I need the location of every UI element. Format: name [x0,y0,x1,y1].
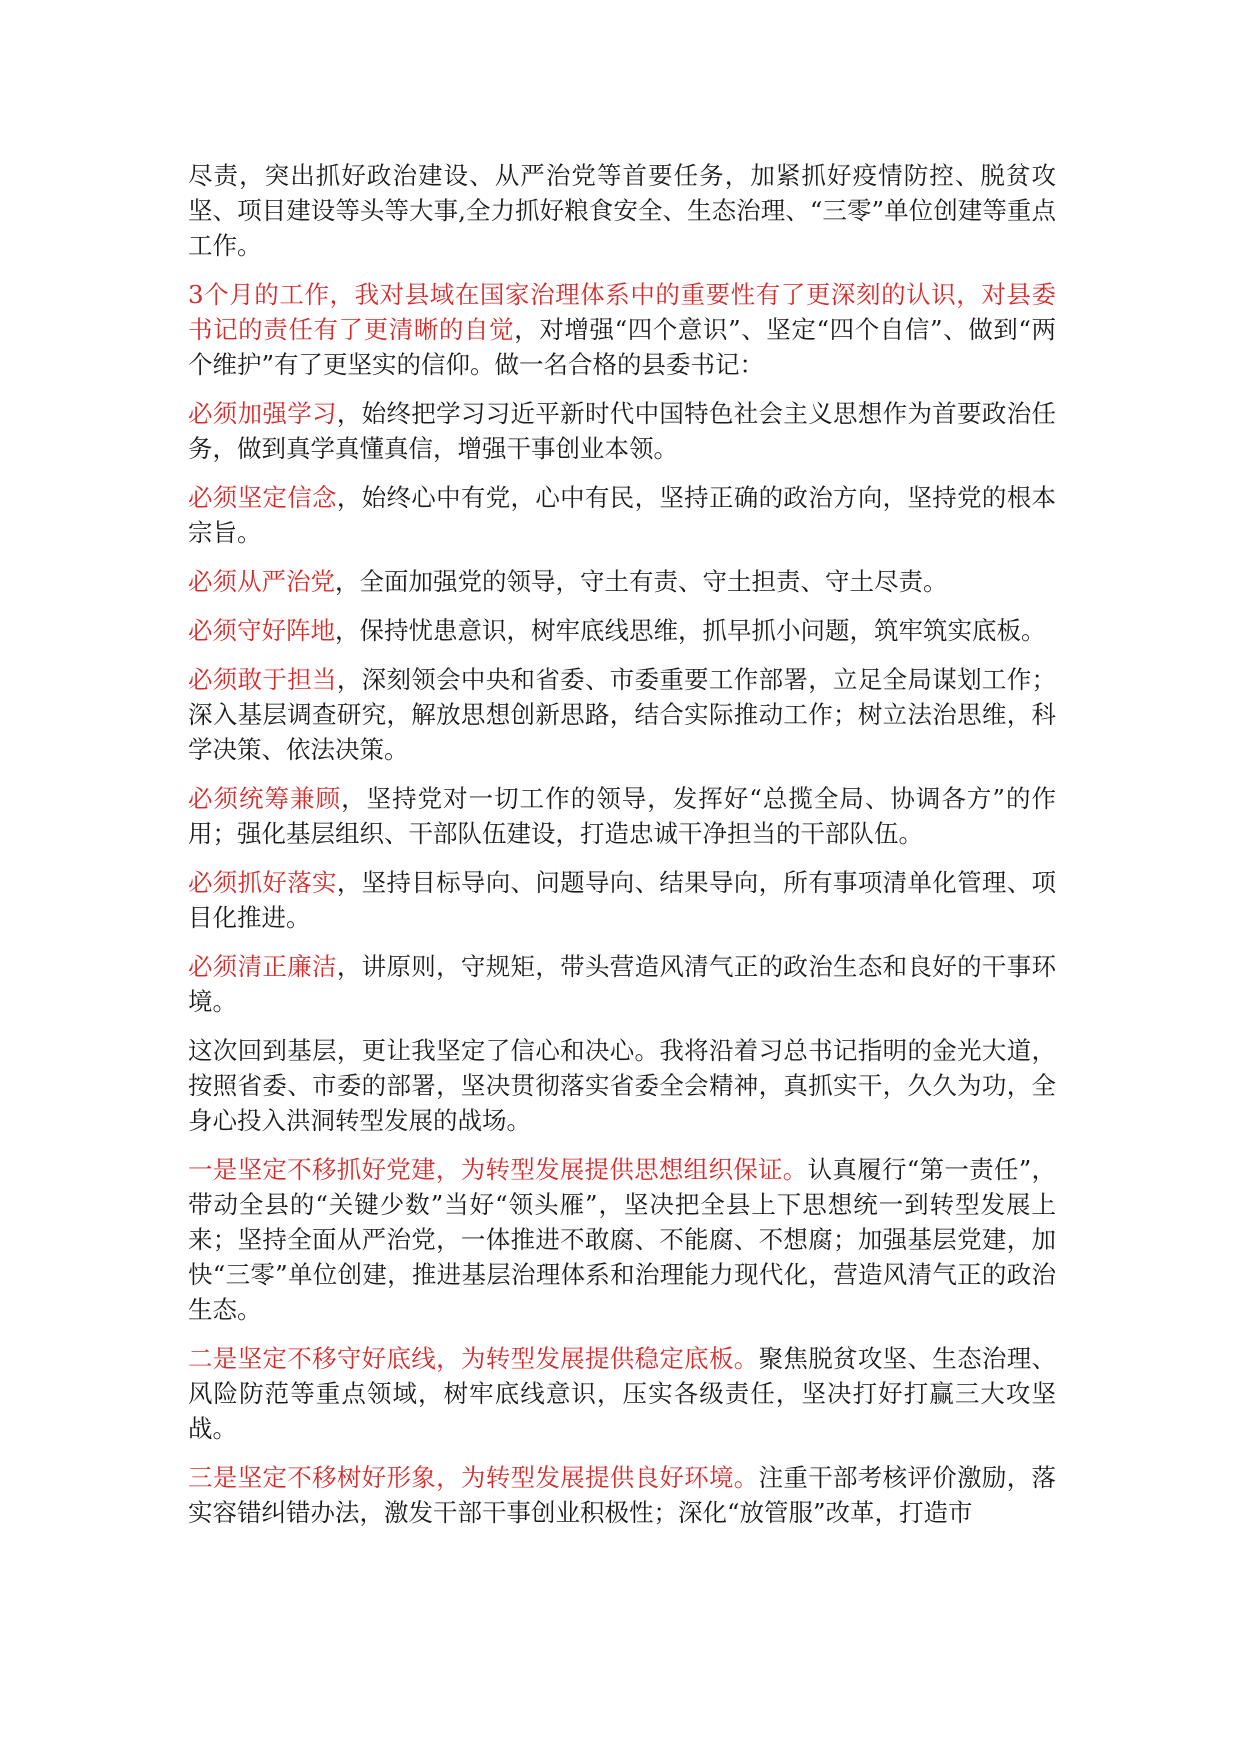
paragraph-lead: 必须抓好落实 [188,868,337,897]
paragraph-text: ，始终把学习习近平新时代中国特色社会主义思想作为首要政治任务，做到真学真懂真信，增强干事创业本领。 [188,399,1057,463]
paragraph-lead: 必须守好阵地 [188,616,335,645]
paragraph-lead: 必须加强学习 [188,399,337,428]
paragraph-7 [188,662,1056,767]
paragraph-text: ，深刻领会中央和省委、市委重要工作部署，立足全局谋划工作；深入基层调查研究，解放思想创新思路，结合实际推动工作；树立法治思维，科学决策、依法决策。 [188,665,1057,764]
paragraph-lead: 一是坚定不移抓好党建，为转型发展提供思想组织保证。 [188,1155,808,1184]
paragraph-4 [188,480,1056,550]
paragraph-1 [188,158,1056,263]
paragraph-text: 尽责，突出抓好政治建设、从严治党等首要任务，加紧抓好疫情防控、脱贫攻坚、项目建设等头等大事,全力抓好粮食安全、生态治理、“三零”单位创建等重点工作。 [188,161,1056,260]
paragraph-11 [188,1033,1056,1138]
paragraph-10 [188,949,1056,1019]
paragraph-text: 聚焦脱贫攻坚、生态治理、风险防范等重点领域，树牢底线意识，压实各级责任，坚决打好打赢三大攻坚战。 [188,1344,1057,1443]
paragraph-text: ，保持忧患意识，树牢底线思维，抓早抓小问题，筑牢筑实底板。 [335,616,1046,645]
paragraph-text: 这次回到基层，更让我坚定了信心和决心。我将沿着习总书记指明的金光大道，按照省委、市委的部署，坚决贯彻落实省委全会精神，真抓实干，久久为功，全身心投入洪洞转型发展的战场。 [188,1036,1056,1135]
paragraph-3 [188,396,1056,466]
paragraph-lead: 3个月的工作，我对县域在国家治理体系中的重要性有了更深刻的认识，对县委书记的责任有了更清晰的自觉 [188,280,1056,344]
paragraph-text: 注重干部考核评价激励，落实容错纠错办法，激发干部干事创业积极性；深化“放管服”改革，打造市 [188,1463,1057,1527]
paragraph-text: ，全面加强党的领导，守土有责、守土担责、守土尽责。 [335,567,948,596]
paragraph-9 [188,865,1056,935]
paragraph-text: ，对增强“四个意识”、坚定“四个自信”、做到“两个维护”有了更坚实的信仰。做一名合格的县委书记： [188,315,1056,379]
paragraph-text: ，讲原则，守规矩，带头营造风清气正的政治生态和良好的干事环境。 [188,952,1057,1016]
paragraph-lead: 必须从严治党 [188,567,335,596]
paragraph-14 [188,1460,1056,1530]
paragraph-lead: 二是坚定不移守好底线，为转型发展提供稳定底板。 [188,1344,759,1373]
paragraph-lead: 三是坚定不移树好形象，为转型发展提供良好环境。 [188,1463,759,1492]
paragraph-5 [188,564,1056,599]
paragraph-lead: 必须坚定信念 [188,483,337,512]
paragraph-text: 认真履行“第一责任”，带动全县的“关键少数”当好“领头雁”，坚决把全县上下思想统一到转型发展上来；坚持全面从严治党，一体推进不敢腐、不能腐、不想腐；加强基层党建，加快“三零”单位创建，推进基层治理体系和治理能力现代化，营造风清气正的政治生态。 [188,1155,1056,1324]
paragraph-6 [188,613,1056,648]
paragraph-text: ，坚持目标导向、问题导向、结果导向，所有事项清单化管理、项目化推进。 [188,868,1057,932]
paragraph-8 [188,781,1056,851]
paragraph-2 [188,277,1056,382]
paragraph-lead: 必须统筹兼顾 [188,784,342,813]
paragraph-lead: 必须敢于担当 [188,665,337,694]
paragraph-text: ，坚持党对一切工作的领导，发挥好“总揽全局、协调各方”的作用；强化基层组织、干部队伍建设，打造忠诚干净担当的干部队伍。 [188,784,1056,848]
document-page [188,158,1056,1544]
paragraph-text: ，始终心中有党，心中有民，坚持正确的政治方向，坚持党的根本宗旨。 [188,483,1057,547]
paragraph-13 [188,1341,1056,1446]
paragraph-lead: 必须清正廉洁 [188,952,337,981]
paragraph-12 [188,1152,1056,1327]
